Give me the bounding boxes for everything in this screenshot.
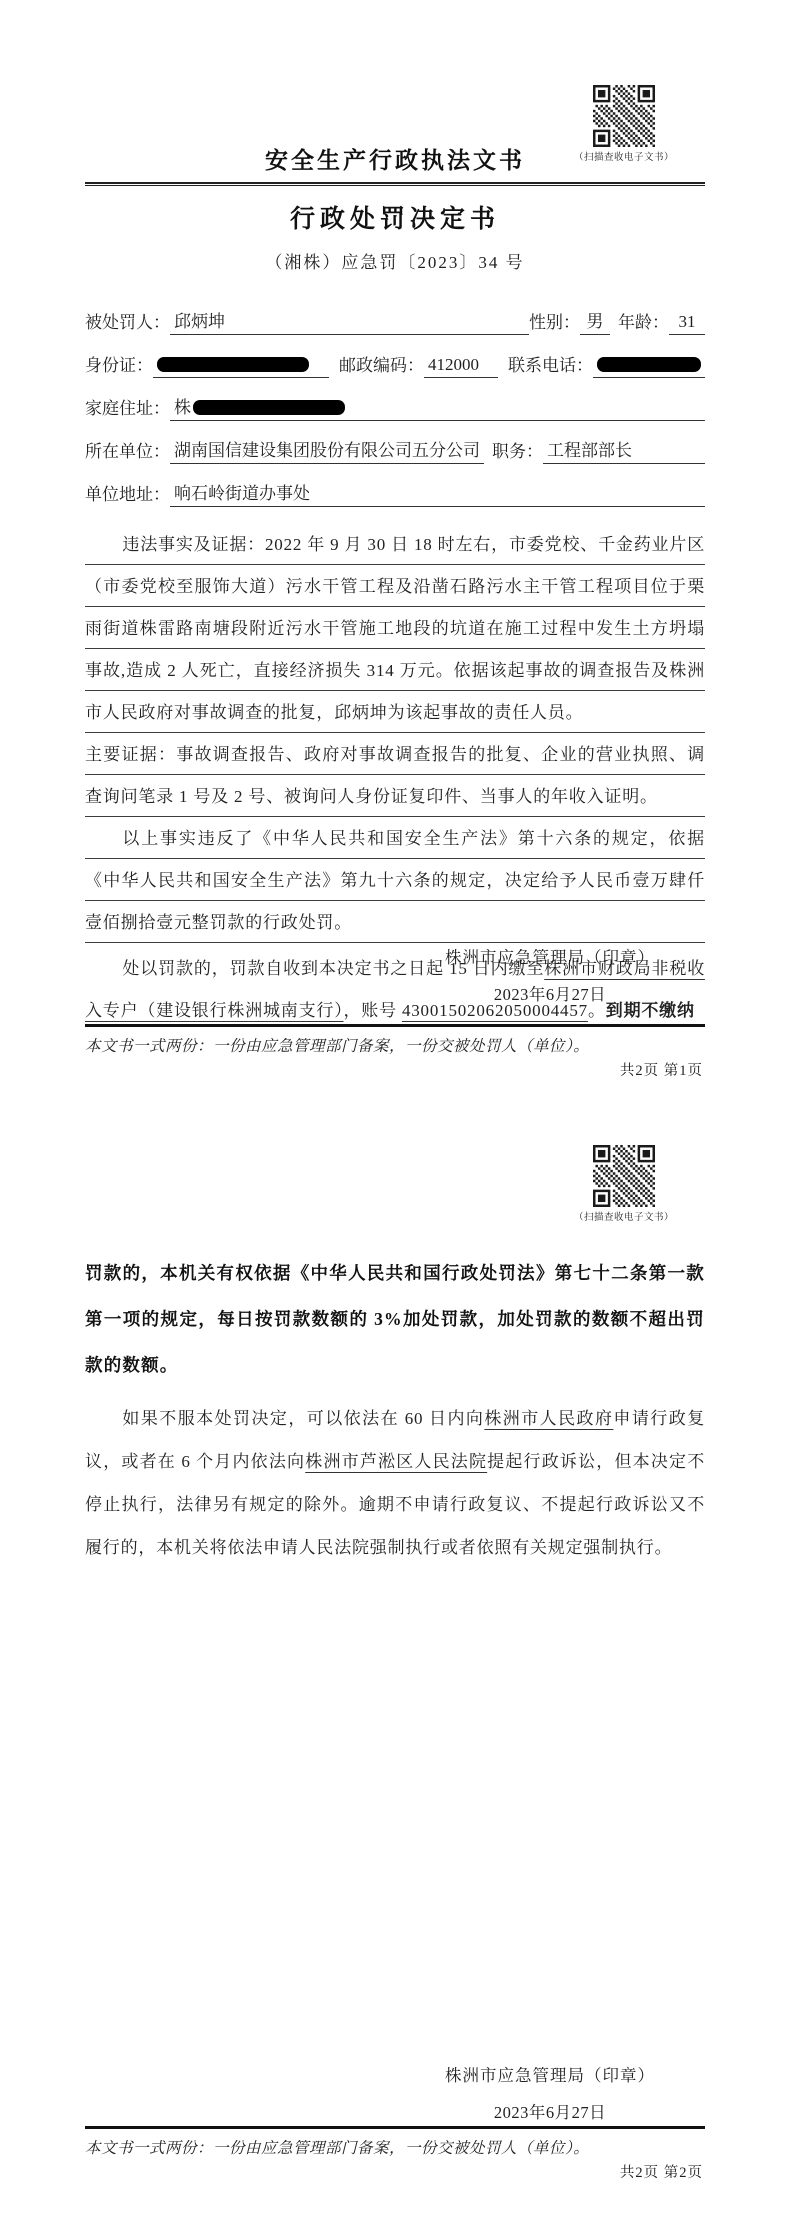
punished-value: 邱炳坤: [170, 310, 529, 335]
qr-block-page1: [572, 85, 676, 163]
party-fields: [85, 297, 705, 512]
footer-page1: [85, 1024, 705, 1080]
header-divider: [85, 182, 705, 186]
gender-value: 男: [580, 310, 610, 335]
footer-divider: [85, 2126, 705, 2129]
home-address-value: [170, 396, 705, 421]
id-label: 身份证：: [85, 356, 153, 375]
document-number: （湘株）应急罚〔2023〕34 号: [265, 253, 525, 272]
redaction-bar: [193, 400, 345, 415]
unit-address-label: 单位地址：: [85, 485, 170, 504]
document-type-heading: 安全生产行政执法文书: [265, 147, 525, 173]
gender-label: 性别：: [529, 313, 580, 332]
age-value: 31: [669, 310, 705, 335]
punished-label: 被处罚人：: [85, 313, 170, 332]
qr-code-icon: [593, 1145, 655, 1207]
postcode-label: 邮政编码：: [339, 356, 424, 375]
age-label: 年龄：: [618, 313, 669, 332]
qr-block-page2: [572, 1145, 676, 1223]
employer-label: 所在单位：: [85, 442, 170, 461]
footer-page2: [85, 2126, 705, 2182]
issue-date: 2023年6月27日: [493, 985, 607, 1004]
employer-value: 湖南国信建设集团股份有限公司五分公司: [170, 439, 484, 464]
home-address-prefix: 株: [174, 398, 191, 417]
violation-paragraph: 以上事实违反了《中华人民共和国安全生产法》第十六条的规定，依据《中华人民共和国安全生产法》第九十六条的规定，决定给予人民币壹万肆仟壹佰捌拾壹元整罚款的行政处罚。: [85, 818, 705, 944]
field-row-home-address: [85, 383, 705, 426]
signature-block-page2: [395, 2062, 705, 2123]
copies-note: 本文书一式两份：一份由应急管理部门备案，一份交被处罚人（单位）。: [85, 1038, 590, 1055]
redaction-bar: [597, 357, 701, 372]
position-value: 工程部部长: [543, 439, 705, 464]
phone-label: 联系电话：: [508, 356, 593, 375]
issuing-authority: 株洲市应急管理局（印章）: [445, 948, 655, 967]
page-number: 共2页 第2页: [619, 2165, 703, 2181]
unit-address-value: 响石岭街道办事处: [170, 482, 705, 507]
phone-value-redacted: [593, 353, 705, 378]
payment-paragraph: 处以罚款的，罚款自收到本决定书之日起 15 日内缴至株洲市财政局非税收入专户（建设银行株洲城南支行），账号 43001502062050004457。到期不缴纳: [85, 959, 705, 1020]
field-row-employer: [85, 426, 705, 469]
qr-caption: （扫描查收电子文书）: [573, 153, 674, 163]
appeal-rights-paragraph: 如果不服本处罚决定，可以依法在 60 日内向株洲市人民政府申请行政复议，或者在 6 个月内依法向株洲市芦淞区人民法院提起行政诉讼，但本决定不停止执行，法律另有规定的除外。逾期不申请行政复议、不提起行政诉讼又不履行的，本机关将依法申请人民法院强制执行或者依照有关规定强制执行。: [85, 1409, 706, 1557]
page-2: [0, 1140, 789, 2236]
page-number: 共2页 第1页: [619, 1063, 703, 1079]
position-label: 职务：: [492, 442, 543, 461]
field-row-unit-address: [85, 469, 705, 512]
copies-note: 本文书一式两份：一份由应急管理部门备案，一份交被处罚人（单位）。: [85, 2140, 590, 2157]
signature-block-page1: [395, 944, 705, 1005]
issue-date: 2023年6月27日: [493, 2103, 607, 2122]
postcode-value: 412000: [424, 353, 498, 378]
field-row-punished: [85, 297, 705, 340]
surcharge-paragraph: 罚款的，本机关有权依据《中华人民共和国行政处罚法》第七十二条第一款第一项的规定，每日按罚款数额的 3%加处罚款，加处罚款的数额不超出罚款的数额。: [85, 1263, 705, 1375]
page-title: 行政处罚决定书: [289, 205, 500, 233]
home-address-label: 家庭住址：: [85, 399, 170, 418]
facts-paragraph: 违法事实及证据：2022 年 9 月 30 日 18 时左右，市委党校、千金药业片区（市委党校至服饰大道）污水干管工程及沿凿石路污水主干管工程项目位于栗雨街道株雷路南塘段附近污水干管施工地段的坑道在施工过程中发生土方坍塌事故,造成 2 人死亡，直接经济损失 314 万元。依据该起事故的调查报告及株洲市人民政府对事故调查的批复，邱炳坤为该起事故的责任人员。: [85, 524, 705, 734]
qr-caption: （扫描查收电子文书）: [573, 1213, 674, 1223]
evidence-paragraph: 主要证据：事故调查报告、政府对事故调查报告的批复、企业的营业执照、调查询问笔录 1 号及 2 号、被询问人身份证复印件、当事人的年收入证明。: [85, 734, 705, 818]
footer-divider: [85, 1024, 705, 1027]
field-row-id: [85, 340, 705, 383]
qr-code-icon: [593, 85, 655, 147]
issuing-authority: 株洲市应急管理局（印章）: [445, 2066, 655, 2085]
id-value-redacted: [153, 353, 329, 378]
redaction-bar: [157, 357, 309, 372]
